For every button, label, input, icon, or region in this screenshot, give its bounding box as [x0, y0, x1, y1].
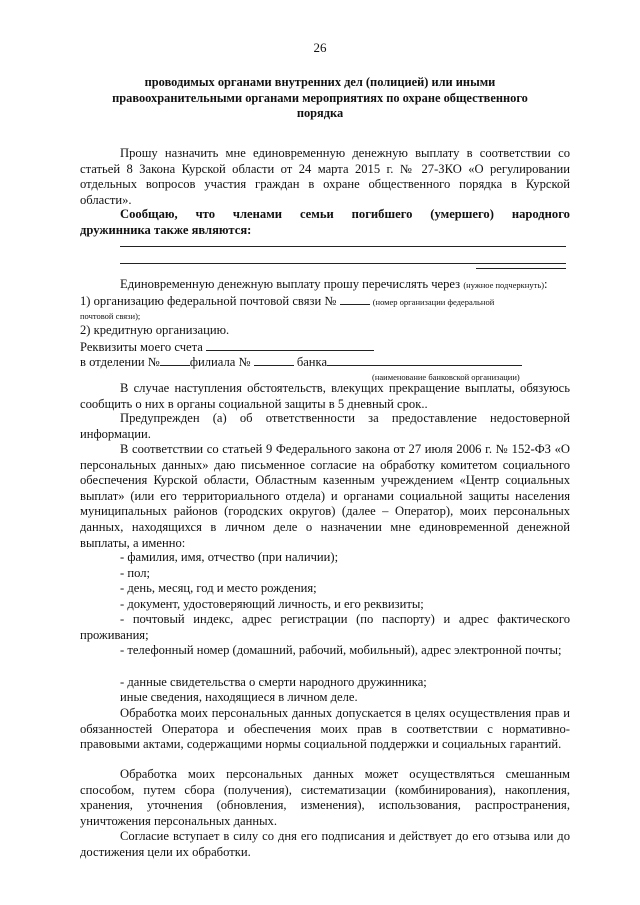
bank-name-field[interactable]	[327, 354, 522, 366]
family-blank-line-3[interactable]	[476, 268, 566, 269]
list-item: - телефонный номер (домашний, рабочий, мобильный), адрес электронной почты;	[120, 643, 562, 657]
list-item: - почтовый индекс, адрес регистрации (по паспорту) и адрес фактического проживания;	[80, 612, 570, 642]
branch-label: в отделении №	[80, 355, 160, 369]
family-word: погибшего	[351, 207, 413, 221]
obligation-paragraph: В случае наступления обстоятельств, влекущих прекращение выплаты, обязуюсь сообщить о них в органы социальной защиты в 5 дневный срок..	[80, 381, 570, 411]
bank-label: банка	[296, 355, 328, 369]
warning-paragraph: Предупрежден (а) об ответственности за предоставление недостоверной информации.	[80, 411, 570, 441]
document-title	[110, 75, 530, 122]
page-number: 26	[313, 40, 327, 55]
validity-paragraph: Согласие вступает в силу со дня его подписания и действует до его отзыва или до достижения цели их обработки.	[80, 829, 570, 859]
bank-branch-line	[80, 354, 570, 371]
family-word: членами	[232, 207, 283, 221]
list-item: - фамилия, имя, отчество (при наличии);	[120, 550, 339, 564]
family-word: народного	[511, 207, 570, 221]
list-item: - документ, удостоверяющий личность, и его реквизиты;	[120, 596, 424, 611]
bank-name-note: (наименование банковской организации)	[372, 372, 520, 382]
family-blank-line-1[interactable]	[120, 246, 566, 247]
postal-office-number-field[interactable]	[340, 293, 370, 305]
list-item: иные сведения, находящиеся в личном деле.	[120, 690, 358, 704]
request-paragraph: Прошу назначить мне единовременную денежную выплату в соответствии со статьей 8 Закона Курской области от 24 марта 2015 г. № 27-ЗКО «О регулировании отдельных вопросов участия граждан в охране общественного порядка в Курской области».	[80, 146, 570, 207]
consent-paragraph: В соответствии со статьей 9 Федерального закона от 27 июля 2006 г. № 152-ФЗ «О персональных данных» даю письменное согласие на обработку комитетом социального обеспечения Курской области, Областным казенным учреждением «Центр социальных выплат» (или его территориального отдела) и органами социальной защиты населения муниципальных районов (городских округов) (далее – Оператор), моих персональных данных, находящихся в личном деле о назначении мне единовременной денежной выплаты, а именно:	[80, 442, 570, 550]
option-1-text: 1) организацию федеральной почтовой связи №	[80, 294, 337, 308]
subsidiary-label: филиала №	[189, 355, 251, 369]
option-1-note: (номер организации федеральной	[372, 297, 495, 307]
account-label: Реквизиты моего счета	[80, 340, 203, 354]
list-item: - данные свидетельства о смерти народного дружинника;	[120, 675, 427, 689]
title-line-3: порядка	[296, 106, 344, 120]
family-line-2: дружинника также являются:	[80, 222, 252, 237]
family-blank-line-2[interactable]	[120, 263, 566, 264]
subsidiary-number-field[interactable]	[254, 354, 294, 366]
list-item: - день, месяц, год и место рождения;	[120, 581, 317, 596]
list-item: - пол;	[120, 565, 150, 580]
personal-data-list	[80, 550, 570, 612]
payment-option-1	[80, 293, 570, 311]
family-members-statement	[80, 207, 570, 238]
title-line-2: правоохранительными органами мероприятиях по охране общественного	[112, 90, 528, 105]
family-word: (умершего)	[430, 207, 494, 221]
option-1-note-cont: почтовой связи);	[80, 311, 141, 321]
payment-intro-colon: :	[544, 277, 548, 291]
purpose-paragraph: Обработка моих персональных данных допускается в целях осуществления прав и обязанностей Оператора и обеспечения моих прав в соответствии с нормативно-правовыми актами, содержащими нормы социальной поддержки и социальных гарантий.	[80, 706, 570, 752]
payment-option-2: 2) кредитную организацию.	[80, 323, 230, 337]
payment-intro	[80, 277, 570, 294]
payment-intro-text: Единовременную денежную выплату прошу перечислять через	[120, 277, 461, 291]
family-word: что	[195, 207, 215, 221]
payment-intro-note: (нужное подчеркнуть)	[463, 280, 545, 290]
title-line-1: проводимых органами внутренних дел (полицией) или иными	[144, 75, 496, 89]
branch-number-field[interactable]	[160, 354, 190, 366]
family-word: Сообщаю,	[120, 207, 178, 221]
methods-paragraph: Обработка моих персональных данных может осуществляться смешанным способом, путем сбора (получения), систематизации (комбинирования), накопления, хранения, уточнения (обновления, изменения), использования, распространения, уничтожения персональных данных.	[80, 767, 570, 828]
family-word: семьи	[299, 207, 334, 221]
account-number-field[interactable]	[206, 339, 374, 351]
